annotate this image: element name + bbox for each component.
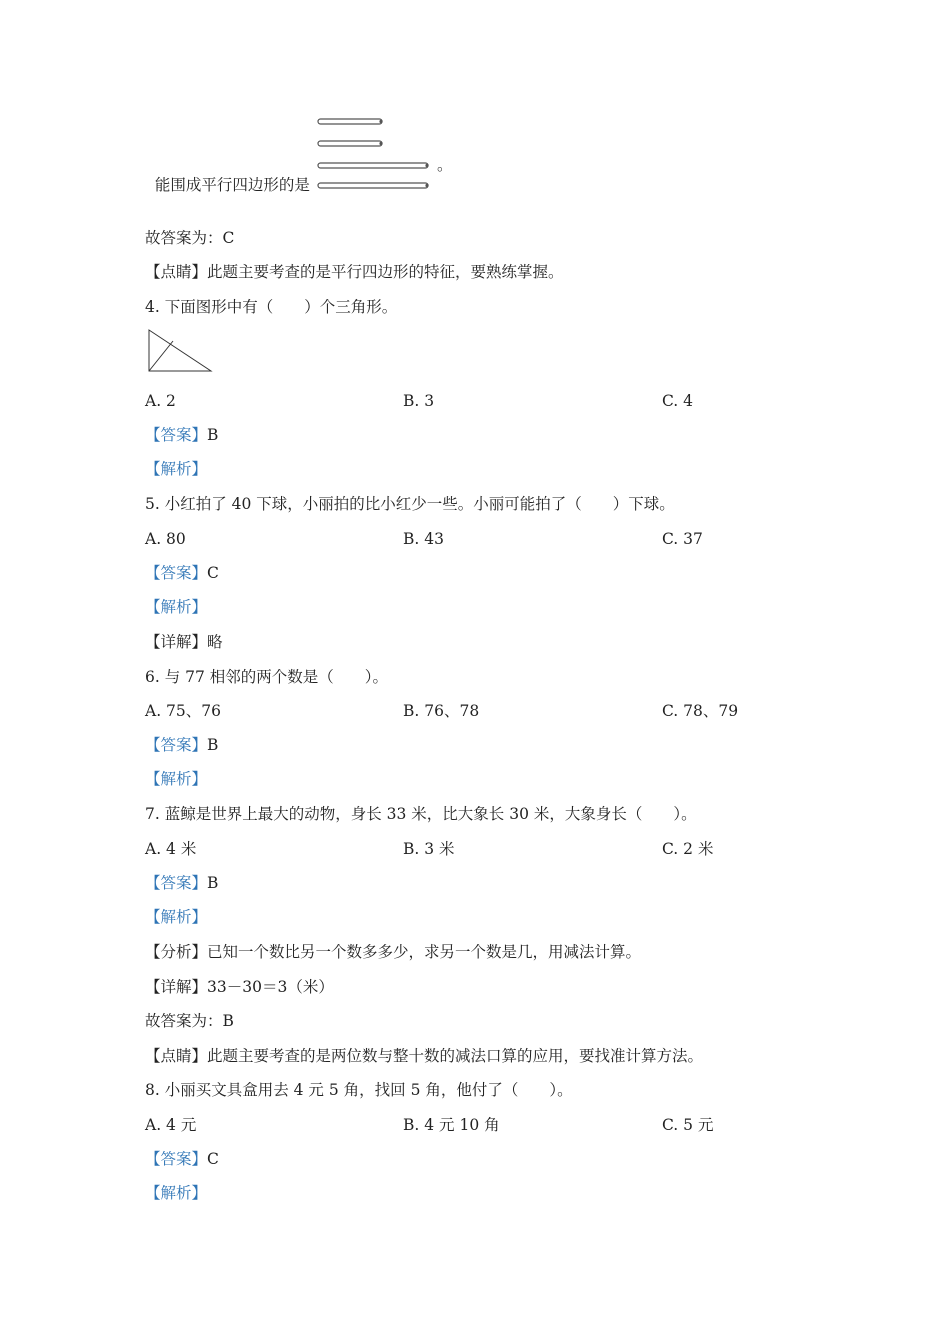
q8-option-b: B. 4 元 10 角	[403, 1116, 500, 1134]
q4-answer	[145, 425, 218, 445]
answer-value: B	[207, 426, 219, 444]
q5-answer	[145, 563, 219, 583]
detail-tag: 【详解】	[145, 978, 208, 996]
sticks-intro	[145, 155, 310, 195]
answer-value: C	[207, 1150, 219, 1168]
answer-tag: 【答案】	[145, 874, 208, 892]
q5-stem: 5. 小红拍了 40 下球，小丽拍的比小红少一些。小丽可能拍了（ ）下球。	[145, 495, 675, 513]
q4-option-c: C. 4	[662, 392, 694, 410]
analysis-tag: 【分析】	[145, 943, 208, 961]
q5-option-c: C. 37	[662, 530, 703, 548]
q5-detail	[145, 632, 223, 652]
q6-option-c: C. 78、79	[662, 702, 739, 720]
q7-comment	[145, 1046, 703, 1066]
q6-option-b: B. 76、78	[403, 702, 480, 720]
q3-comment	[145, 262, 564, 282]
answer-value: B	[207, 874, 219, 892]
q8-option-a: A. 4 元	[145, 1116, 197, 1134]
answer-tag: 【答案】	[145, 564, 208, 582]
comment-text: 此题主要考查的是平行四边形的特征，要熟练掌握。	[207, 263, 564, 281]
answer-tag: 【答案】	[145, 736, 208, 754]
q8-analysis-tag: 【解析】	[145, 1184, 208, 1202]
q7-option-b: B. 3 米	[403, 840, 455, 858]
comment-tag: 【点睛】	[145, 263, 208, 281]
answer-tag: 【答案】	[145, 426, 208, 444]
q8-option-c: C. 5 元	[662, 1116, 714, 1134]
q5-option-a: A. 80	[145, 530, 186, 548]
q5-analysis-tag: 【解析】	[145, 598, 208, 616]
q6-answer	[145, 735, 218, 755]
q7-option-a: A. 4 米	[145, 840, 197, 858]
q7-option-c: C. 2 米	[662, 840, 714, 858]
q4-option-b: B. 3	[403, 392, 435, 410]
detail-text: 略	[207, 633, 223, 651]
detail-tag: 【详解】	[145, 633, 208, 651]
q3-conclusion: 故答案为：C	[145, 229, 235, 247]
q8-answer	[145, 1149, 219, 1169]
q7-stem: 7. 蓝鲸是世界上最大的动物，身长 33 米，比大象长 30 米，大象身长（ ）。	[145, 805, 697, 823]
detail-text: 33－30＝3（米）	[207, 978, 334, 996]
sticks-end-mark: 。	[437, 156, 453, 174]
answer-value: B	[207, 736, 219, 754]
q4-stem: 4. 下面图形中有（ ）个三角形。	[145, 298, 398, 316]
triangle-figure	[146, 328, 214, 374]
q6-stem: 6. 与 77 相邻的两个数是（ ）。	[145, 668, 389, 686]
q8-stem: 8. 小丽买文具盒用去 4 元 5 角，找回 5 角，他付了（ ）。	[145, 1081, 573, 1099]
q7-conclusion: 故答案为：B	[145, 1012, 234, 1030]
q7-detail	[145, 977, 334, 997]
sticks-figure	[315, 114, 435, 192]
q7-analysis-tag: 【解析】	[145, 908, 208, 926]
answer-value: C	[207, 564, 219, 582]
comment-tag: 【点睛】	[145, 1047, 208, 1065]
comment-text: 此题主要考查的是两位数与整十数的减法口算的应用，要找准计算方法。	[207, 1047, 704, 1065]
q5-option-b: B. 43	[403, 530, 444, 548]
q6-option-a: A. 75、76	[145, 702, 221, 720]
q4-analysis-tag: 【解析】	[145, 460, 208, 478]
q4-option-a: A. 2	[145, 392, 176, 410]
q7-answer	[145, 873, 218, 893]
answer-tag: 【答案】	[145, 1150, 208, 1168]
analysis-text: 已知一个数比另一个数多多少，求另一个数是几，用减法计算。	[207, 943, 642, 961]
q7-analysis	[145, 942, 641, 962]
q6-analysis-tag: 【解析】	[145, 770, 208, 788]
sticks-lead-text: 能围成平行四边形的是	[154, 176, 310, 194]
